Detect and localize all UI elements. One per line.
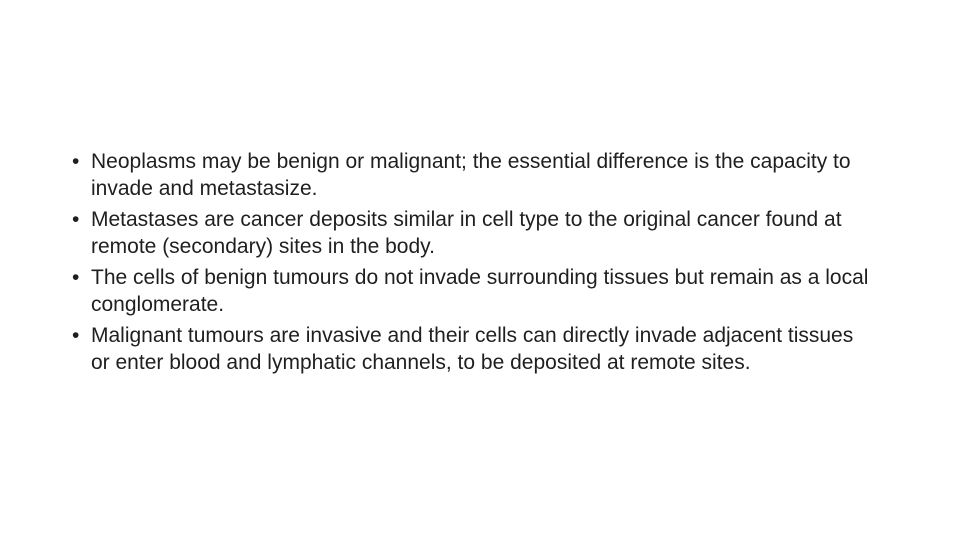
bullet-text: Malignant tumours are invasive and their cells can directly invade adjacent tissues or enter blood and lymphatic channels, to be deposited at remote sites.: [91, 324, 854, 374]
bullet-list: [72, 148, 872, 380]
bullet-marker: •: [72, 150, 80, 173]
bullet-marker: •: [72, 266, 80, 289]
bullet-marker: •: [72, 208, 80, 231]
bullet-item-benign-tumours: [72, 264, 872, 318]
bullet-marker: •: [72, 324, 80, 347]
bullet-item-metastases: [72, 206, 872, 260]
bullet-item-neoplasms: [72, 148, 872, 202]
bullet-text: Metastases are cancer deposits similar in cell type to the original cancer found at remote (secondary) sites in the body.: [91, 208, 842, 258]
bullet-text: Neoplasms may be benign or malignant; the essential difference is the capacity to invade and metastasize.: [91, 150, 851, 200]
bullet-text: The cells of benign tumours do not invade surrounding tissues but remain as a local conglomerate.: [91, 266, 869, 316]
bullet-item-malignant-tumours: [72, 322, 872, 376]
